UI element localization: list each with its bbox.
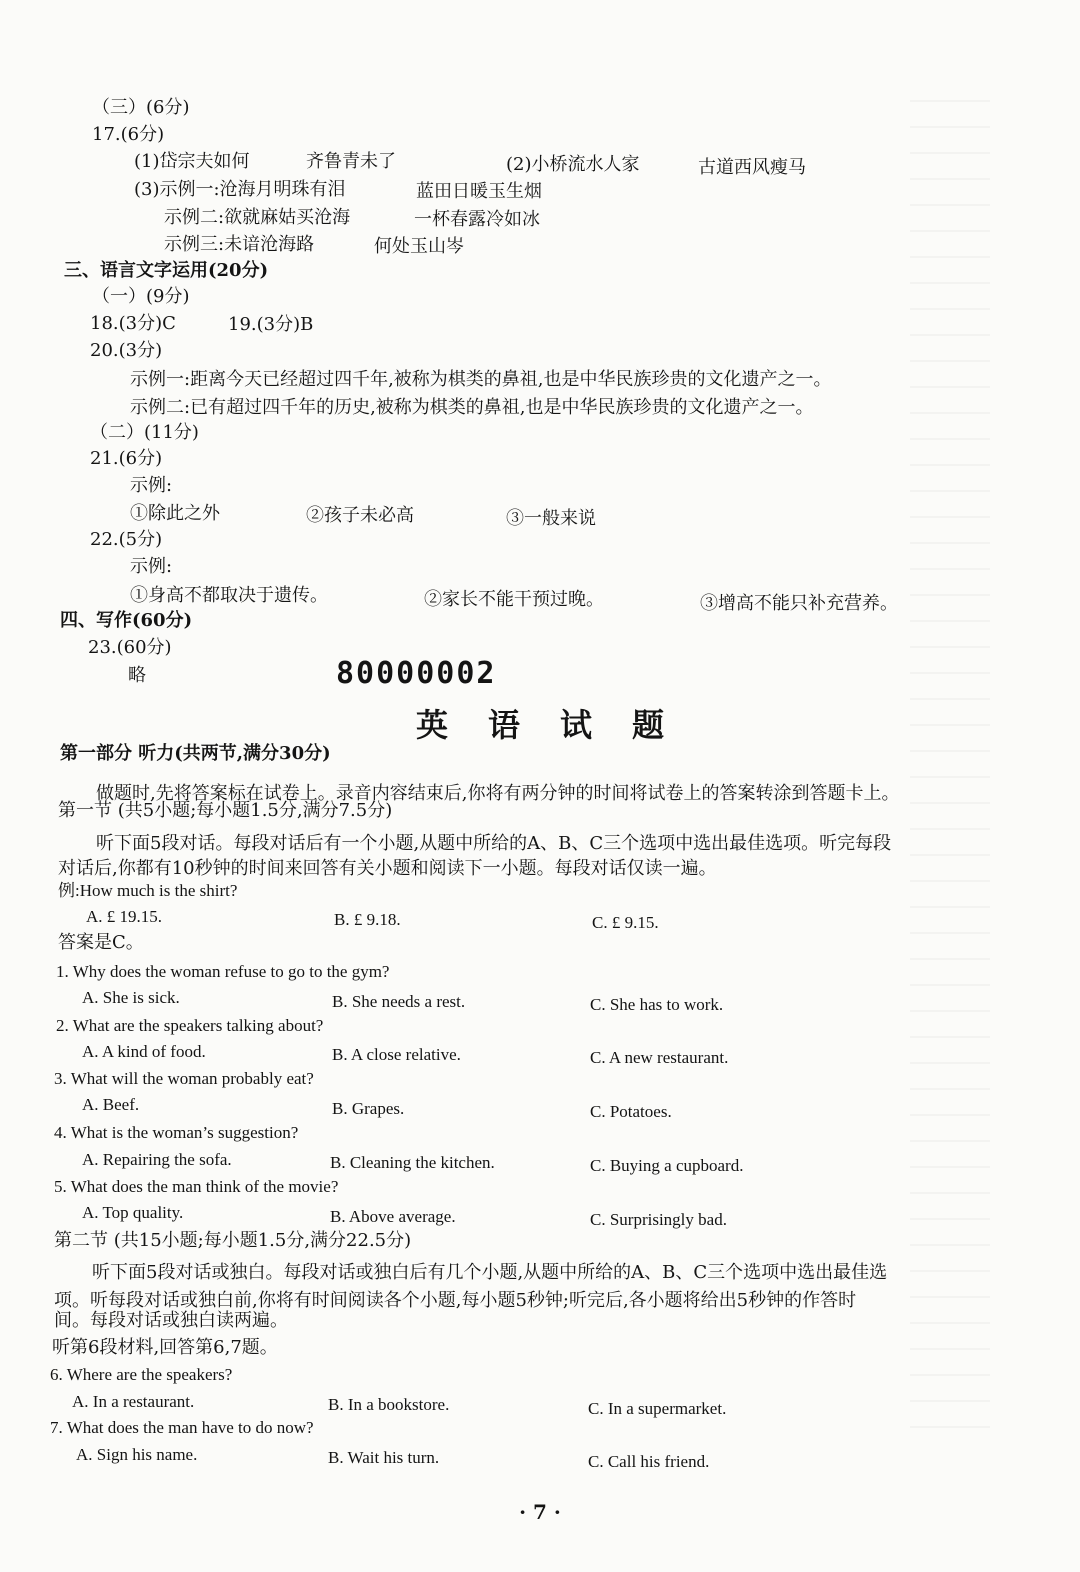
answer-text: 何处玉山岑 — [374, 236, 464, 257]
answer-text: 19.(3分)B — [228, 314, 314, 335]
answer-text: (1)岱宗夫如何 — [134, 151, 250, 172]
option-b: B. Above average. — [330, 1207, 456, 1226]
answer-text: ①除此之外 — [130, 503, 220, 524]
question-text: 1. Why does the woman refuse to go to the gym? — [56, 962, 390, 981]
section-heading: 第二节 (共15小题;每小题1.5分,满分22.5分) — [54, 1230, 412, 1251]
option-a: A. Beef. — [82, 1095, 140, 1114]
section-heading: 三、语言文字运用(20分) — [64, 260, 269, 281]
answer-text: (2)小桥流水人家 — [506, 154, 640, 175]
answer-text: ③一般来说 — [506, 508, 596, 529]
option-b: B. Wait his turn. — [328, 1448, 440, 1467]
instruction-text: 项。听每段对话或独白前,你将有时间阅读各个小题,每小题5秒钟;听完后,各小题将给出5秒钟的作答时 — [54, 1290, 857, 1311]
question-text: 3. What will the woman probably eat? — [54, 1069, 314, 1088]
section-heading: 第一节 (共5小题;每小题1.5分,满分7.5分) — [58, 800, 393, 821]
answer-text: 示例一:距离今天已经超过四千年,被称为棋类的鼻祖,也是中华民族珍贵的文化遗产之一。 — [130, 369, 832, 390]
option-b: B. She needs a rest. — [332, 992, 466, 1011]
paper-title: 英语试题 — [415, 706, 704, 744]
example-question: 例:How much is the shirt? — [58, 881, 238, 900]
answer-text: 示例三:未谙沧海路 — [164, 234, 315, 255]
answer-text: 略 — [128, 665, 146, 686]
option-c: C. Buying a cupboard. — [590, 1156, 744, 1175]
option-c: C. She has to work. — [590, 995, 724, 1014]
option-b: B. A close relative. — [332, 1045, 461, 1064]
instruction-text: 做题时,先将答案标在试卷上。录音内容结束后,你将有两分钟的时间将试卷上的答案转涂到答题卡上。 — [96, 783, 900, 804]
option-a: A. A kind of food. — [82, 1042, 206, 1061]
answer-text: ③增高不能只补充营养。 — [700, 593, 898, 614]
section-heading: （二）(11分) — [90, 422, 199, 443]
question-number: 17.(6分) — [92, 124, 165, 145]
page-number: · 7 · — [519, 1500, 561, 1524]
bleed-through-text — [910, 100, 990, 1440]
option-c: C. A new restaurant. — [590, 1048, 729, 1067]
question-number: 23.(60分) — [88, 637, 172, 658]
option-a: A. Repairing the sofa. — [82, 1150, 232, 1169]
material-heading: 听第6段材料,回答第6,7题。 — [52, 1337, 278, 1358]
answer-text: ②家长不能干预过晚。 — [424, 589, 604, 610]
option-b: B. Grapes. — [332, 1099, 405, 1118]
option-a: A. Sign his name. — [76, 1445, 198, 1464]
option-b: B. In a bookstore. — [328, 1395, 450, 1414]
question-text: 4. What is the woman’s suggestion? — [54, 1123, 299, 1142]
answer-text: 示例: — [130, 475, 173, 496]
answer-text: 古道西风瘦马 — [698, 157, 806, 178]
question-text: 7. What does the man have to do now? — [50, 1418, 314, 1437]
answer-text: ①身高不都取决于遗传。 — [130, 585, 328, 606]
option-c: C. Call his friend. — [588, 1452, 710, 1471]
option-a: A. £ 19.15. — [86, 907, 163, 926]
option-c: C. Surprisingly bad. — [590, 1210, 727, 1229]
part-heading: 第一部分 听力(共两节,满分30分) — [60, 743, 331, 764]
option-b: B. Cleaning the kitchen. — [330, 1153, 495, 1172]
question-text: 5. What does the man think of the movie? — [54, 1177, 339, 1196]
instruction-text: 对话后,你都有10秒钟的时间来回答有关小题和阅读下一小题。每段对话仅读一遍。 — [58, 858, 717, 879]
section-heading: 四、写作(60分) — [60, 610, 193, 631]
option-b: B. £ 9.18. — [334, 910, 401, 929]
question-text: 6. Where are the speakers? — [50, 1365, 233, 1384]
question-number: 22.(5分) — [90, 529, 163, 550]
instruction-text: 间。每段对话或独白读两遍。 — [54, 1310, 288, 1331]
answer-text: (3)示例一:沧海月明珠有泪 — [134, 179, 346, 200]
answer-text: 示例: — [130, 556, 173, 577]
instruction-text: 听下面5段对话或独白。每段对话或独白后有几个小题,从题中所给的A、B、C三个选项中选出最佳选 — [92, 1262, 888, 1283]
answer-text: 齐鲁青未了 — [306, 151, 396, 172]
option-c: C. Potatoes. — [590, 1102, 672, 1121]
section-heading: （一）(9分) — [92, 286, 190, 307]
option-a: A. In a restaurant. — [72, 1392, 195, 1411]
option-c: C. £ 9.15. — [592, 913, 659, 932]
answer-text: ②孩子未必高 — [306, 505, 414, 526]
question-text: 2. What are the speakers talking about? — [56, 1016, 324, 1035]
answer-text: 18.(3分)C — [90, 313, 176, 334]
answer-text: 蓝田日暖玉生烟 — [416, 181, 542, 202]
question-number: 20.(3分) — [90, 340, 163, 361]
answer-text: 示例二:已有超过四千年的历史,被称为棋类的鼻祖,也是中华民族珍贵的文化遗产之一。 — [130, 397, 814, 418]
section-heading: （三）(6分) — [92, 97, 190, 118]
answer-text: 示例二:欲就麻姑买沧海 — [164, 207, 351, 228]
question-number: 21.(6分) — [90, 448, 163, 469]
option-c: C. In a supermarket. — [588, 1399, 727, 1418]
serial-number: 80000002 — [336, 656, 497, 691]
option-a: A. Top quality. — [82, 1203, 184, 1222]
option-a: A. She is sick. — [82, 988, 180, 1007]
answer-text: 一杯春露冷如冰 — [414, 209, 540, 230]
instruction-text: 听下面5段对话。每段对话后有一个小题,从题中所给的A、B、C三个选项中选出最佳选项。听完每段 — [96, 833, 892, 854]
example-answer: 答案是C。 — [58, 932, 144, 953]
